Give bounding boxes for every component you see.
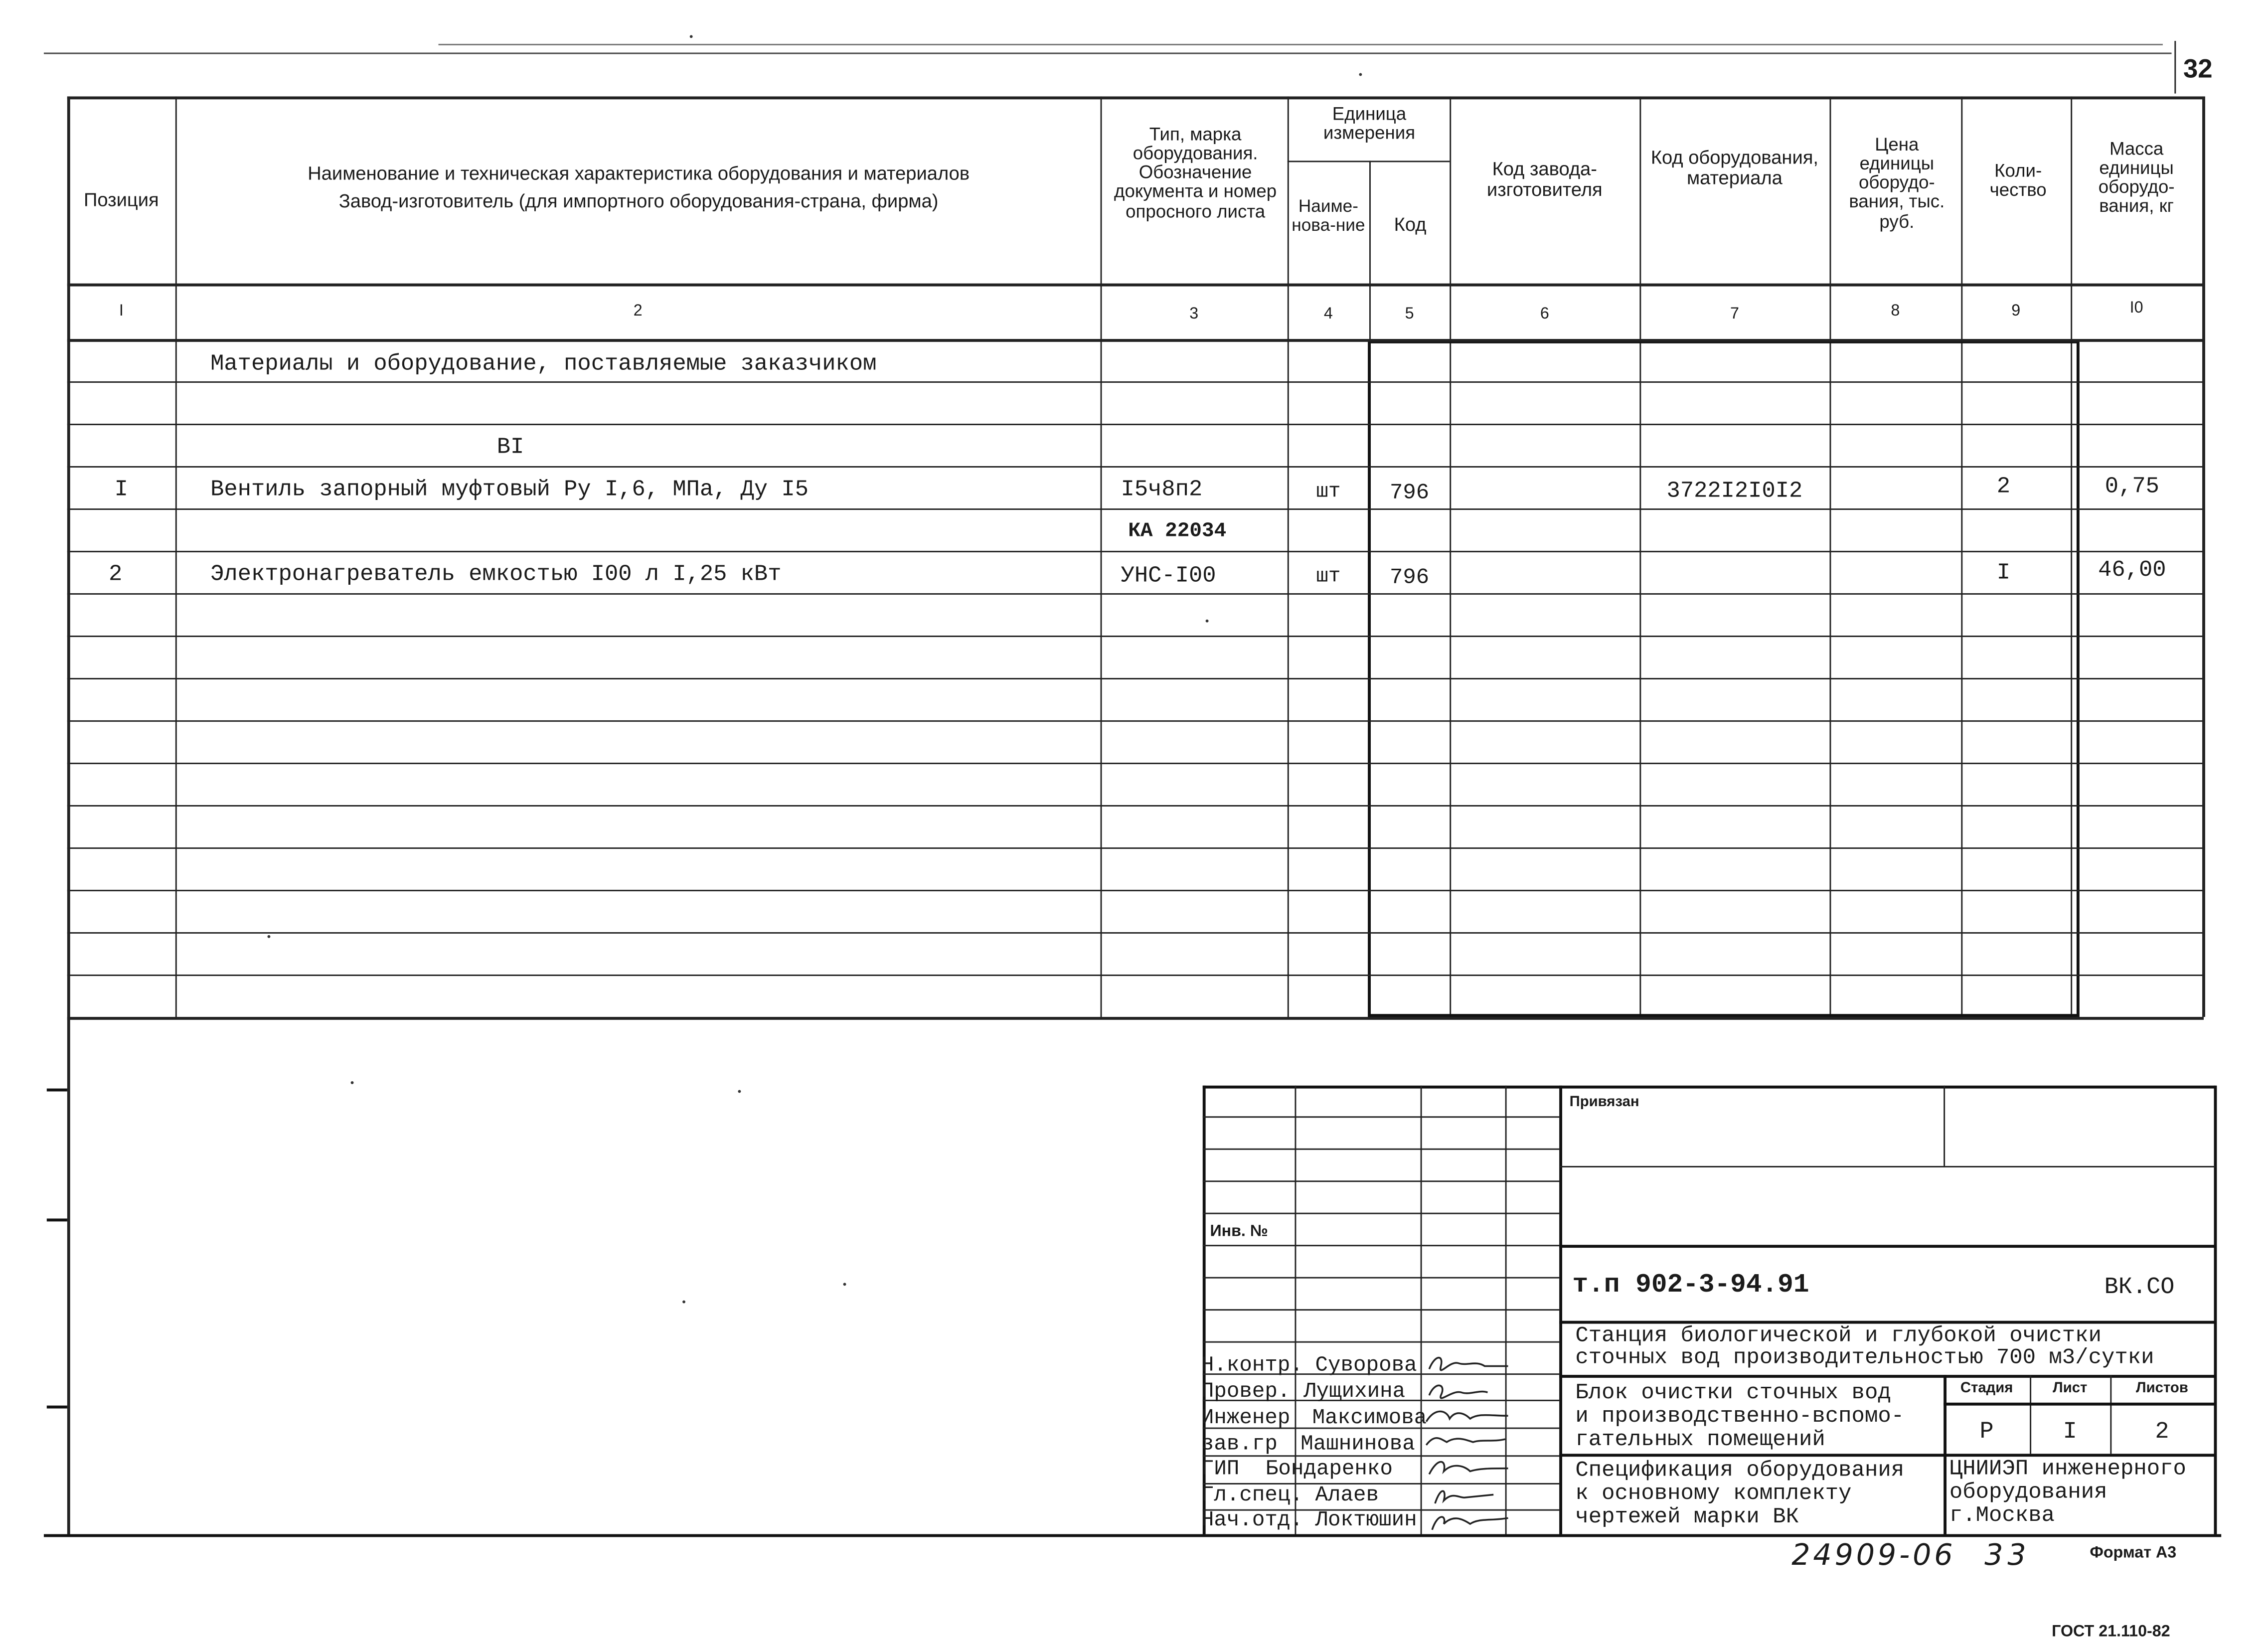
signer-role-2: Провер. (1201, 1380, 1291, 1404)
item2-mass: 46,00 (2098, 556, 2166, 583)
scan-speck (682, 1301, 685, 1304)
header-equipment-code: Код оборудования, материала (1650, 146, 1818, 188)
signer-name-7: Локтюшин (1315, 1509, 1417, 1533)
col-number-8: 8 (1891, 302, 1900, 320)
organization-line-2: оборудования (1949, 1480, 2107, 1505)
stage-label: Стадия (1960, 1380, 2013, 1397)
col-number-1: I (119, 302, 124, 320)
tb-top-border (1203, 1086, 2216, 1089)
col-sep-1 (175, 96, 177, 1017)
row-line-5 (67, 551, 2204, 552)
drawing-mark: ВК.СО (2104, 1274, 2175, 1301)
section-title: Материалы и оборудование, поставляемые заказчиком (210, 350, 877, 377)
tb-grid-row-6 (1203, 1277, 1559, 1279)
organization-line-3: г.Москва (1949, 1503, 2055, 1528)
format-label: Формат А3 (2090, 1544, 2177, 1562)
scan-speck (690, 35, 693, 38)
table-top-border (67, 96, 2204, 99)
scan-speck (1206, 620, 1209, 623)
block-line-2: и производственно-вспомо- (1575, 1404, 1905, 1429)
item1-type-doc: КА 22034 (1128, 520, 1227, 544)
top-border-line-2 (439, 44, 2163, 45)
tb-grid-col-4 (1559, 1086, 1562, 1534)
tb-grid-row-3 (1203, 1180, 1559, 1182)
project-line-2: сточных вод производительностью 700 м3/сутки (1575, 1345, 2154, 1371)
sheet-number: 32 (2183, 54, 2213, 84)
page-number: 33 (1984, 1537, 2031, 1572)
scan-speck (1359, 73, 1362, 76)
row-line-11 (67, 805, 2204, 807)
scan-speck (738, 1090, 741, 1093)
col-number-10: I0 (2129, 299, 2143, 318)
signer-name-4: Машнинова (1300, 1433, 1415, 1457)
sheet-value: I (2063, 1419, 2077, 1445)
block-line-1: Блок очистки сточных вод (1575, 1380, 1891, 1406)
doc-title-line-3: чертежей марки ВК (1575, 1504, 1799, 1530)
row-line-2 (67, 424, 2204, 425)
stage-value: Р (1979, 1419, 1994, 1445)
right-edge-line (2174, 41, 2176, 94)
left-tick-3 (47, 1406, 67, 1409)
left-tick-2 (47, 1218, 67, 1221)
col-sep-3 (1288, 96, 1289, 1017)
signer-role-7: Нач.отд. (1201, 1509, 1303, 1533)
signer-name-2: Лущихина (1303, 1380, 1406, 1404)
tb-code-row-top (1559, 1245, 2215, 1248)
top-border-line (44, 53, 2172, 54)
item2-position: 2 (108, 561, 123, 588)
item1-position: I (114, 476, 128, 503)
col-number-2: 2 (633, 302, 643, 320)
header-bottom (67, 284, 2204, 287)
item1-quantity: 2 (1996, 473, 2011, 500)
tb-bound-sep (1944, 1086, 1945, 1166)
table-right-border (2202, 96, 2205, 1017)
item1-type: I5ч8п2 (1121, 476, 1203, 503)
col-number-9: 9 (2011, 302, 2021, 320)
organization-line-1: ЦНИИЭП инженерного (1949, 1457, 2186, 1482)
group-label: BI (496, 434, 524, 461)
row-line-10 (67, 763, 2204, 764)
signatures-drawing (1421, 1351, 1517, 1534)
tb-grid-row-2 (1203, 1149, 1559, 1150)
inventory-number-label: Инв. № (1210, 1223, 1268, 1241)
numbers-bottom (67, 339, 2204, 342)
header-mass: Масса единицы оборудо-вания, кг (2098, 139, 2175, 217)
header-unit: Единица измерения (1323, 104, 1416, 144)
row-line-1 (67, 381, 2204, 383)
scan-speck (268, 935, 271, 938)
item2-type: УНС-I00 (1121, 562, 1216, 589)
tb-right-border (2214, 1086, 2217, 1534)
signer-role-6: Гл.спец. (1201, 1484, 1303, 1508)
col-number-7: 7 (1730, 305, 1739, 323)
header-name-line1: Наименование и техническая характеристика оборудования и материалов (308, 162, 970, 184)
header-quantity: Коли-чество (1989, 161, 2047, 200)
header-unit-code: Код (1394, 213, 1427, 235)
signer-role-4: зав.гр (1201, 1433, 1278, 1457)
header-plant-code: Код завода-изготовителя (1486, 158, 1603, 200)
tb-bound-bottom (1559, 1166, 2215, 1167)
header-name-line2: Завод-изготовитель (для импортного оборудования-страна, фирма) (338, 190, 939, 212)
tb-grid-row-8 (1203, 1341, 1559, 1343)
tb-grid-row-5 (1203, 1245, 1559, 1246)
header-position: Позиция (83, 188, 159, 211)
col-sep-2 (1101, 96, 1102, 1017)
item2-name: Электронагреватель емкостью I00 л I,25 кВт (210, 561, 782, 588)
item1-unit-code: 796 (1390, 481, 1430, 506)
row-line-8 (67, 678, 2204, 679)
signer-role-5: ГИП (1201, 1458, 1240, 1482)
bound-label: Привязан (1569, 1094, 1639, 1111)
col-number-6: 6 (1540, 305, 1549, 323)
row-line-7 (67, 636, 2204, 637)
tb-stage-header-bottom (1944, 1403, 2215, 1406)
block-line-3: гательных помещений (1575, 1427, 1825, 1453)
sheets-label: Листов (2136, 1380, 2188, 1397)
col-number-4: 4 (1323, 305, 1333, 323)
gost-label: ГОСТ 21.110-82 (2052, 1623, 2170, 1641)
row-line-14 (67, 932, 2204, 934)
scan-speck (843, 1283, 846, 1286)
item2-unit-code: 796 (1390, 565, 1430, 591)
item1-name: Вентиль запорный муфтовый Ру I,6, МПа, Ду I5 (210, 476, 809, 503)
tb-block-row-top (1559, 1375, 2215, 1378)
row-line-13 (67, 890, 2204, 891)
row-line-3 (67, 466, 2204, 468)
tb-grid-row-1 (1203, 1116, 1559, 1118)
table-bottom-border (67, 1017, 2204, 1020)
row-line-15 (67, 975, 2204, 976)
document-code: т.п 902-3-94.91 (1572, 1271, 1809, 1301)
unit-header-split (1288, 161, 1450, 162)
doc-title-line-2: к основному комплекту (1575, 1482, 1852, 1506)
item2-unit: шт (1316, 565, 1341, 589)
signer-name-1: Суворова (1315, 1354, 1417, 1378)
header-unit-name: Наиме-нова-ние (1292, 195, 1365, 235)
row-line-9 (67, 720, 2204, 722)
tb-grid-row-7 (1203, 1309, 1559, 1311)
signer-name-6: Алаев (1315, 1484, 1379, 1508)
signer-role-1: Н.контр. (1201, 1354, 1303, 1378)
scan-speck (351, 1081, 354, 1084)
sheets-value: 2 (2155, 1419, 2169, 1445)
item1-mass: 0,75 (2105, 473, 2159, 500)
header-price: Цена единицы оборудо-вания, тыс. руб. (1849, 134, 1945, 232)
item2-quantity: I (1996, 559, 2011, 586)
signer-name-3: Максимова (1312, 1407, 1427, 1431)
doc-title-line-1: Спецификация оборудования (1575, 1458, 1905, 1483)
row-line-6 (67, 593, 2204, 595)
signer-role-3: Инженер (1201, 1407, 1291, 1431)
tb-grid-row-4 (1203, 1213, 1559, 1214)
sheet-label: Лист (2053, 1380, 2088, 1397)
row-line-12 (67, 847, 2204, 849)
signer-name-5: Бондаренко (1265, 1458, 1393, 1482)
header-type: Тип, марка оборудования. Обозначение документа и номер опросного листа (1114, 124, 1277, 222)
col-number-3: 3 (1189, 305, 1199, 323)
item1-unit: шт (1316, 481, 1341, 504)
left-tick-1 (47, 1089, 67, 1092)
project-line-1: Станция биологической и глубокой очистки (1575, 1323, 2102, 1349)
archive-number: 24909-06 (1791, 1537, 1956, 1572)
row-line-4 (67, 508, 2204, 510)
item1-equipment-code: 3722I2I0I2 (1666, 478, 1803, 504)
col-number-5: 5 (1405, 305, 1414, 323)
